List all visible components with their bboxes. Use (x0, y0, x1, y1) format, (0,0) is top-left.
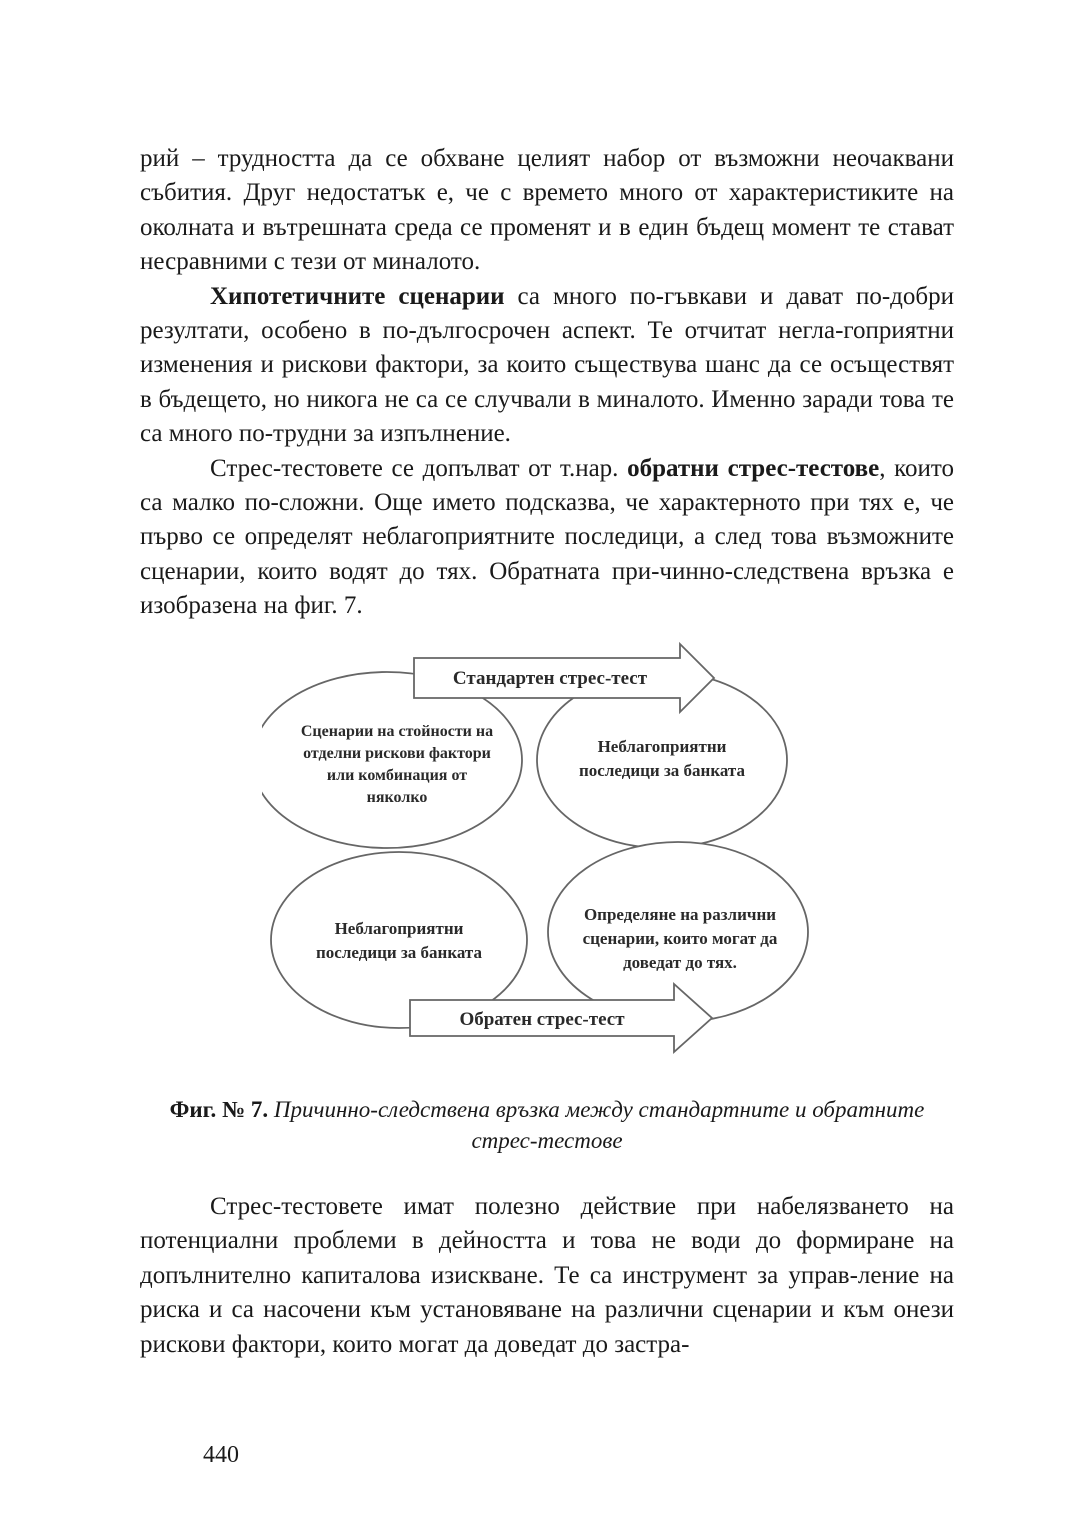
paragraph-2-text: са много по-гъвкави и дават по-добри резултати, особено в по-дългосрочен аспект. Те отчитат негла-гоприятни изменения и рискови фактори, за които съществува шанс да се осъществят в бъдещето, но никога не са се случвали в миналото. Именно заради това те са много по-трудни за изпълнение. (140, 282, 954, 448)
body-text-bottom (140, 1190, 954, 1362)
figure-7-diagram (262, 640, 822, 1060)
top-left-ellipse-line-2: отделни рискови фактори (303, 745, 491, 762)
paragraph-3-text-before: Стрес-тестовете се допълват от т.нар. (210, 454, 628, 482)
paragraph-3-text-after: , които са малко по-сложни. Още името подсказва, че характерното при тях е, че първо се определят неблагоприятните последици, а след това възможните сценарии, които водят до тях. Обратната при-чинно-следствена връзка е изобразена на фиг. 7. (140, 454, 954, 620)
caption-text: Причинно-следствена връзка между стандартните и обратните стрес-тестове (268, 1097, 925, 1153)
top-left-ellipse-line-1: Сценарии на стойности на (300, 723, 494, 740)
caption-number: Фиг. № 7. (169, 1097, 269, 1122)
paragraph-4 (140, 1190, 954, 1362)
term-reverse-stress-tests: обратни стрес-тестове (627, 454, 880, 482)
top-left-ellipse-line-4: няколко (366, 789, 428, 806)
paragraph-2 (140, 280, 954, 452)
paragraph-1-text: рий – трудността да се обхване целият набор от възможни неочаквани събития. Друг недостатък е, че с времето много от характеристиките на околната и вътрешната среда се променят и в един бъдещ момент те стават несравними с тези от миналото. (140, 145, 954, 276)
term-hypothetical-scenarios: Хипотетичните сценарии (210, 282, 505, 310)
top-right-ellipse-line-2: последици за банката (579, 761, 745, 780)
top-arrow-label: Стандартен стрес-тест (452, 668, 648, 689)
bottom-right-ellipse-line-2: сценарии, които могат да (582, 929, 778, 948)
bottom-arrow-label: Обратен стрес-тест (459, 1009, 625, 1030)
paragraph-4-text: Стрес-тестовете имат полезно действие при набелязването на потенциални проблеми в дейността и това не води до формиране на допълнително капиталова изискване. Те са инструмент за управ-ление на риска и са насочени към установяване на различни сценарии и към онези рискови фактори, които могат да доведат до застра- (140, 1193, 954, 1358)
bottom-left-ellipse-line-1: Неблагоприятни (334, 919, 464, 938)
bottom-left-ellipse-line-2: последици за банката (316, 943, 482, 962)
bottom-right-ellipse-line-1: Определяне на различни (583, 905, 777, 924)
body-text-top (140, 142, 954, 624)
page-number: 440 (203, 1442, 239, 1468)
figure-caption (140, 1094, 954, 1156)
top-left-ellipse-line-3: или комбинация от (326, 767, 468, 784)
top-right-ellipse-line-1: Неблагоприятни (597, 737, 727, 756)
paragraph-3 (140, 452, 954, 624)
bottom-right-ellipse-line-3: доведат до тях. (623, 953, 737, 972)
paragraph-1 (140, 142, 954, 280)
